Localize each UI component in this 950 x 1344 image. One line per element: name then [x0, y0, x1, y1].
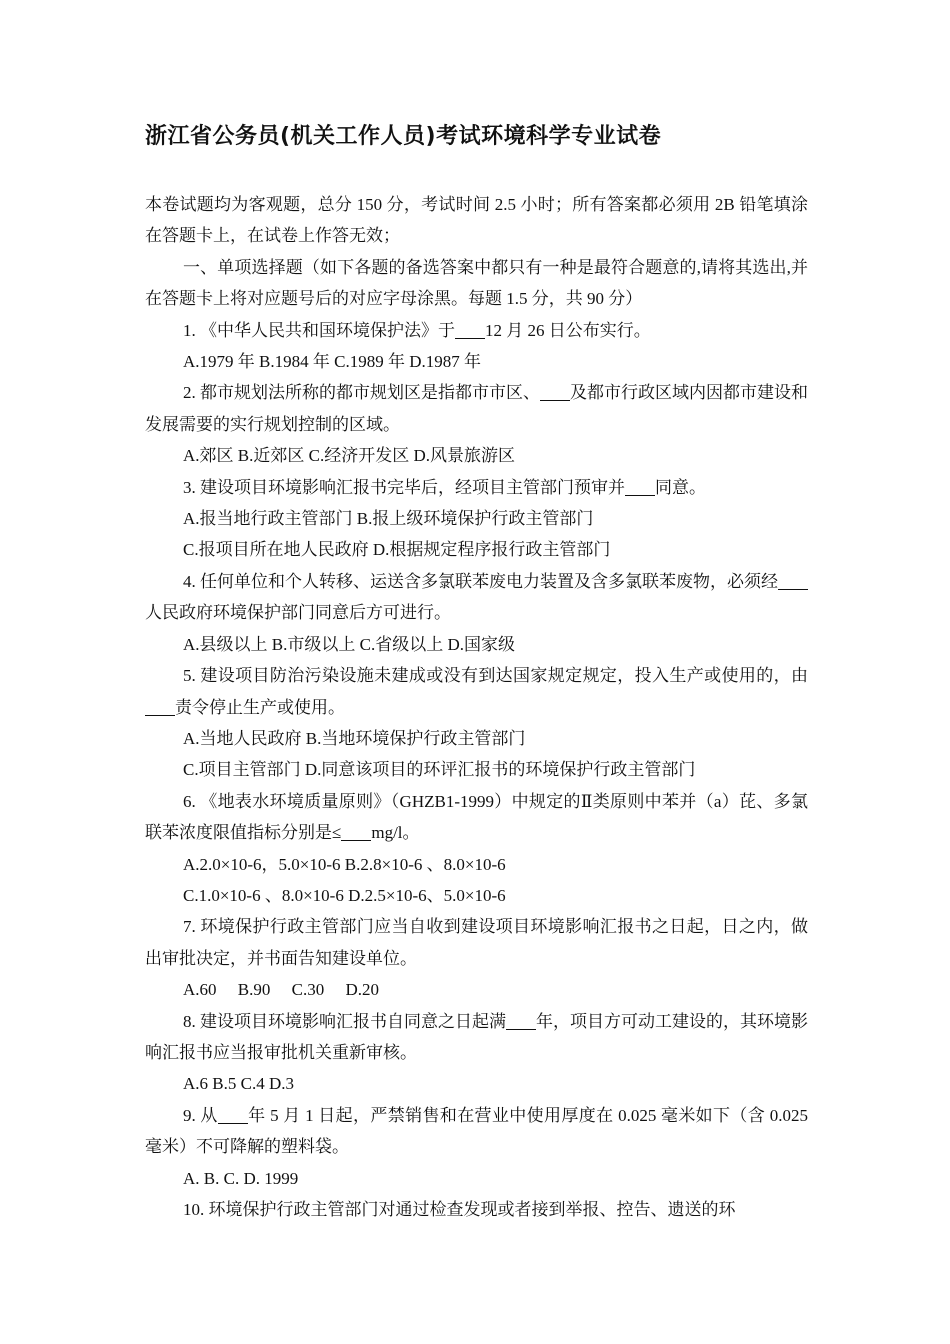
question-4: 4. 任何单位和个人转移、运送含多氯联苯废电力装置及含多氯联苯废物，必须经人民政府环境保护部门同意后方可进行。 [145, 566, 808, 629]
answer-blank [145, 697, 175, 716]
question-7-options: A.60 B.90 C.30 D.20 [183, 980, 379, 1000]
answer-blank [506, 1011, 536, 1030]
question-1-options: A.1979 年 B.1984 年 C.1989 年 D.1987 年 [183, 352, 481, 372]
question-7: 7. 环境保护行政主管部门应当自收到建设项目环境影响汇报书之日起，日之内，做出审批决定，并书面告知建设单位。 [145, 917, 808, 968]
question-2-options: A.郊区 B.近郊区 C.经济开发区 D.风景旅游区 [183, 446, 515, 466]
question-9: 9. 从 年 5 月 1 日起，严禁销售和在营业中使用厚度在 0.025 毫米如下（含 0.025 毫米）不可降解的塑料袋。 [145, 1105, 809, 1157]
document-body [145, 189, 808, 1225]
question-5: 5. 建设项目防治污染设施未建成或没有到达国家规定规定，投入生产或使用的，由责令停止生产或使用。 [145, 660, 808, 723]
question-2: 2. 都市规划法所称的都市规划区是指都市市区、 及都市行政区域内因都市建设和发展需要的实行规划控制的区域。 [145, 383, 808, 434]
section-heading: 一、单项选择题（如下各题的备选答案中都只有一种是最符合题意的,请将其选出,并在答题卡上将对应题号后的对应字母涂黑。每题 1.5 分，共 90 分） [145, 257, 808, 309]
question-3-options-a: A.报当地行政主管部门 B.报上级环境保护行政主管部门 [183, 509, 594, 529]
answer-blank [778, 571, 808, 590]
question-4-options: A.县级以上 B.市级以上 C.省级以上 D.国家级 [183, 634, 515, 654]
intro-paragraph: 本卷试题均为客观题，总分 150 分，考试时间 2.5 小时；所有答案都必须用 2B 铅笔填涂在答题卡上，在试卷上作答无效； [145, 195, 808, 246]
answer-blank [625, 477, 655, 496]
question-6-options-a: A.2.0×10-6，5.0×10-6 B.2.8×10-6 、8.0×10-6 [183, 854, 506, 874]
page-title: 浙江省公务员(机关工作人员)考试环境科学专业试卷 [145, 124, 662, 149]
question-8-options: A.6 B.5 C.4 D.3 [183, 1074, 294, 1094]
answer-blank [540, 382, 570, 401]
question-1: 1. 《中华人民共和国环境保护法》于 12 月 26 日公布实行。 [183, 320, 651, 340]
question-9-options: A. B. C. D. 1999 [183, 1168, 299, 1188]
question-5-options-b: C.项目主管部门 D.同意该项目的环评汇报书的环境保护行政主管部门 [183, 760, 696, 780]
question-6-options-b: C.1.0×10-6 、8.0×10-6 D.2.5×10-6、5.0×10-6 [183, 885, 506, 905]
question-8: 8. 建设项目环境影响汇报书自同意之日起满 年，项目方可动工建设的，其环境影响汇报书应当报审批机关重新审核。 [145, 1011, 808, 1062]
question-5-options-a: A.当地人民政府 B.当地环境保护行政主管部门 [183, 728, 526, 748]
question-3: 3. 建设项目环境影响汇报书完毕后，经项目主管部门预审并 同意。 [183, 477, 706, 497]
answer-blank [341, 822, 371, 841]
answer-blank [455, 320, 485, 339]
question-10: 10. 环境保护行政主管部门对通过检查发现或者接到举报、控告、遗送的环 [183, 1200, 736, 1219]
question-3-options-b: C.报项目所在地人民政府 D.根据规定程序报行政主管部门 [183, 540, 611, 560]
question-6: 6. 《地表水环境质量原则》（GHZB1-1999）中规定的Ⅱ类原则中苯并（a）芘、多氯联苯浓度限值指标分别是≤ mg/l。 [145, 791, 808, 843]
answer-blank [218, 1105, 248, 1124]
